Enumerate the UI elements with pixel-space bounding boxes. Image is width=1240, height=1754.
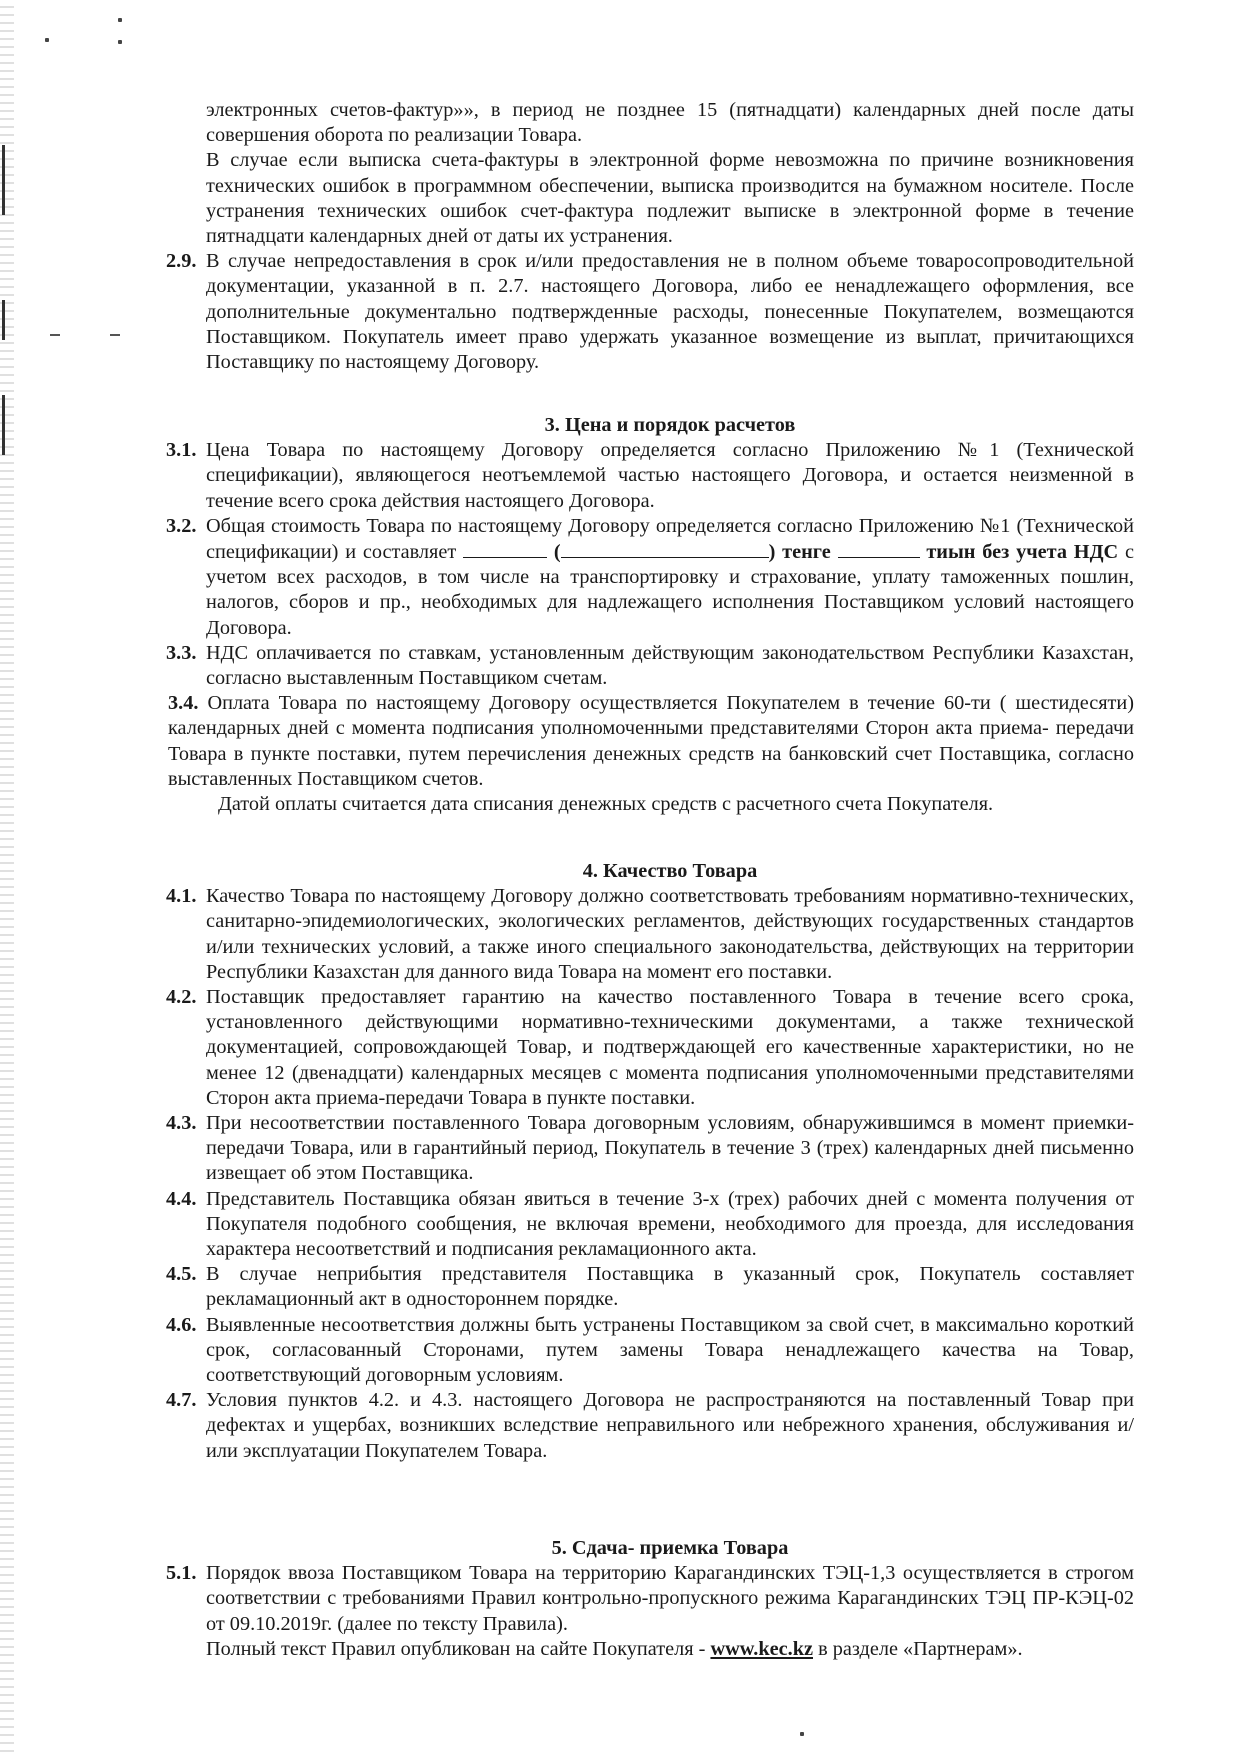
scan-dot <box>45 38 49 42</box>
clause-4-7 <box>166 1388 1134 1464</box>
clause-number: 4.4. <box>166 1187 197 1210</box>
scan-mark <box>2 300 5 340</box>
clause-4-5 <box>166 1262 1134 1312</box>
clause-text: В случае непредоставления в срок и/или предоставления не в полном объеме товаросопроводительной документации, указанной в п. 2.7. настоящего Договора, либо ее ненадлежащего оформления, все дополнительные документально подтвержденные расходы, понесенные Покупателем, возмещаются Поставщиком. Покупатель имеет право удержать указанное возмещение из выплат, причитающихся Поставщику по настоящему Договору. <box>206 250 1134 374</box>
scan-dot <box>800 1732 804 1736</box>
clause-4-2 <box>166 985 1134 1111</box>
clause-number: 4.6. <box>166 1313 197 1336</box>
clause-text: Цена Товара по настоящему Договору определяется согласно Приложению №1 (Технической спецификации), являющегося неотъемлемой частью настоящего Договора, и остается неизменной в течение всего срока действия настоящего Договора. <box>206 439 1134 512</box>
scan-dot <box>118 18 122 22</box>
clause-text: Выявленные несоответствия должны быть устранены Поставщиком за свой счет, в максимально короткий срок, согласованный Сторонами, путем замены Товара ненадлежащего качества на Товар, соответствующий договорным условиям. <box>206 1313 1134 1387</box>
clause-text: Порядок ввоза Поставщиком Товара на территорию Карагандинских ТЭЦ-1,3 осуществляется в строгом соответствии с требованиями Правил контрольно-пропускного режима Карагандинских ТЭЦ ПР-КЭЦ-02 от 09.10.2019г. (далее по тексту Правила). <box>206 1562 1134 1635</box>
section-3 <box>166 413 1134 817</box>
clause-text: В случае неприбытия представителя Поставщика в указанный срок, Покупатель составляет рекламационный акт в одностороннем порядке. <box>206 1263 1134 1311</box>
clause-number: 5.1. <box>166 1562 197 1585</box>
scan-dot <box>118 40 122 44</box>
clause-number: 4.1. <box>166 885 197 908</box>
clause-text: тиын без учета НДС <box>926 541 1119 564</box>
clause-number: 3.1. <box>166 439 197 462</box>
website-link[interactable]: www.kec.kz <box>710 1637 813 1660</box>
rules-text: в разделе «Партнерам». <box>818 1637 1023 1660</box>
clause-3-4 <box>168 691 1134 792</box>
clause-text: Оплата Товара по настоящему Договору осуществляется Покупателем в течение 60-ти ( шестидесяти) календарных дней с момента подписания уполномоченными представителями Сторон акта приема- передачи Товара в пункте поставки, путем перечисления денежных средств на банковский счет Поставщика, согласно выставленных Поставщиком счетов. <box>168 692 1134 790</box>
scan-dash <box>110 334 120 336</box>
clause-2-9 <box>166 249 1134 375</box>
section-heading: 3. Цена и порядок расчетов <box>544 414 796 436</box>
rules-note <box>206 1637 1134 1662</box>
section-4 <box>166 859 1134 1464</box>
clause-number: 3.4. <box>168 692 199 715</box>
section-5 <box>166 1536 1134 1662</box>
clause-text: Поставщик предоставляет гарантию на качество поставленного Товара в течение всего срока, установленного действующими нормативно-техническими документами, а также технической документацией, сопровождающей Товар, и подтверждающей его качественные характеристики, но не менее 12 (двенадцати) календарных месяцев с момента подписания уполномоченными представителями Сторон акта приема-передачи Товара в пункте поставки. <box>206 986 1134 1109</box>
clause-text: Условия пунктов 4.2. и 4.3. настоящего Договора не распространяются на поставленный Товар при дефектах и ущербах, возникших вследствие неправильного или небрежного хранения, обслуживания и/или эксплуатации Покупателем Товара. <box>206 1389 1134 1462</box>
clause-4-6 <box>166 1313 1134 1389</box>
section-2-tail <box>166 98 1134 375</box>
paragraph: В случае если выписка счета-фактуры в электронной форме невозможна по причине возникновения технических ошибок в программном обеспечении, выписка производится на бумажном носителе. После устранения технических ошибок счет-фактура подлежит выписке в электронной форме в течение пятнадцати календарных дней от даты их устранения. <box>206 149 1134 248</box>
clause-number: 4.2. <box>166 986 197 1009</box>
scan-edge-artifact <box>0 0 14 1754</box>
section-heading: 5. Сдача- приемка Товара <box>551 1537 789 1559</box>
clause-text: ( <box>553 541 561 564</box>
blank-amount-words-field <box>561 539 769 558</box>
clause-number: 3.2. <box>166 514 197 537</box>
clause-text: При несоответствии поставленного Товара договорным условиям, обнаружившимся в момент приемки-передачи Товара, или в гарантийный период, Покупатель в течение 3 (трех) календарных дней письменно извещает об этом Поставщика. <box>206 1112 1134 1185</box>
clause-number: 4.3. <box>166 1112 197 1135</box>
payment-date-note: Датой оплаты считается дата списания денежных средств с расчетного счета Покупателя. <box>218 793 994 816</box>
scan-dash <box>50 334 60 336</box>
clause-text: Представитель Поставщика обязан явиться в течение 3-х (трех) рабочих дней с момента получения от Покупателя подобного сообщения, не включая времени, необходимого для проезда, для исследования характера несоответствий и подписания рекламационного акта. <box>206 1187 1134 1261</box>
paragraph: электронных счетов-фактур»», в период не позднее 15 (пятнадцати) календарных дней после даты совершения оборота по реализации Товара. <box>206 99 1134 147</box>
clause-text: Общая стоимость Товара по настоящему Договору определяется согласно Приложению №1 (Технической спецификации) и составляет <box>206 514 1134 564</box>
clause-text: Качество Товара по настоящему Договору должно соответствовать требованиям нормативно-технических, санитарно-эпидемиологических, экологических регламентов, действующих государственных стандартов и/или технических условий, а также иного специального законодательства, действующих на территории Республики Казахстан для данного вида Товара на момент его поставки. <box>206 885 1134 983</box>
clause-5-1 <box>166 1561 1134 1637</box>
clause-3-2 <box>166 514 1134 641</box>
section-heading: 4. Качество Товара <box>582 860 758 882</box>
clause-4-3 <box>166 1111 1134 1187</box>
blank-amount-field <box>463 539 547 558</box>
clause-text: НДС оплачивается по ставкам, установленным действующим законодательством Республики Казахстан, согласно выставленным Поставщиком счетам. <box>206 641 1134 690</box>
blank-tiyn-field <box>838 539 920 558</box>
clause-3-1 <box>166 438 1134 514</box>
clause-4-4 <box>166 1187 1134 1263</box>
clause-text: с учетом всех расходов, в том числе на транспортировку и страхование, уплату таможенных пошлин, налогов, сборов и пр., необходимых для надлежащего исполнения Поставщиком условий настоящего Договора. <box>206 541 1134 639</box>
clause-number: 4.5. <box>166 1263 197 1286</box>
rules-text: Полный текст Правил опубликован на сайте Покупателя - <box>206 1637 706 1660</box>
scan-mark <box>2 145 5 215</box>
clause-text: ) тенге <box>768 541 831 564</box>
clause-4-1 <box>166 884 1134 985</box>
clause-number: 3.3. <box>166 641 197 664</box>
clause-3-3 <box>166 641 1134 691</box>
scan-mark <box>2 395 5 455</box>
clause-number: 2.9. <box>166 250 197 273</box>
clause-number: 4.7. <box>166 1389 197 1412</box>
